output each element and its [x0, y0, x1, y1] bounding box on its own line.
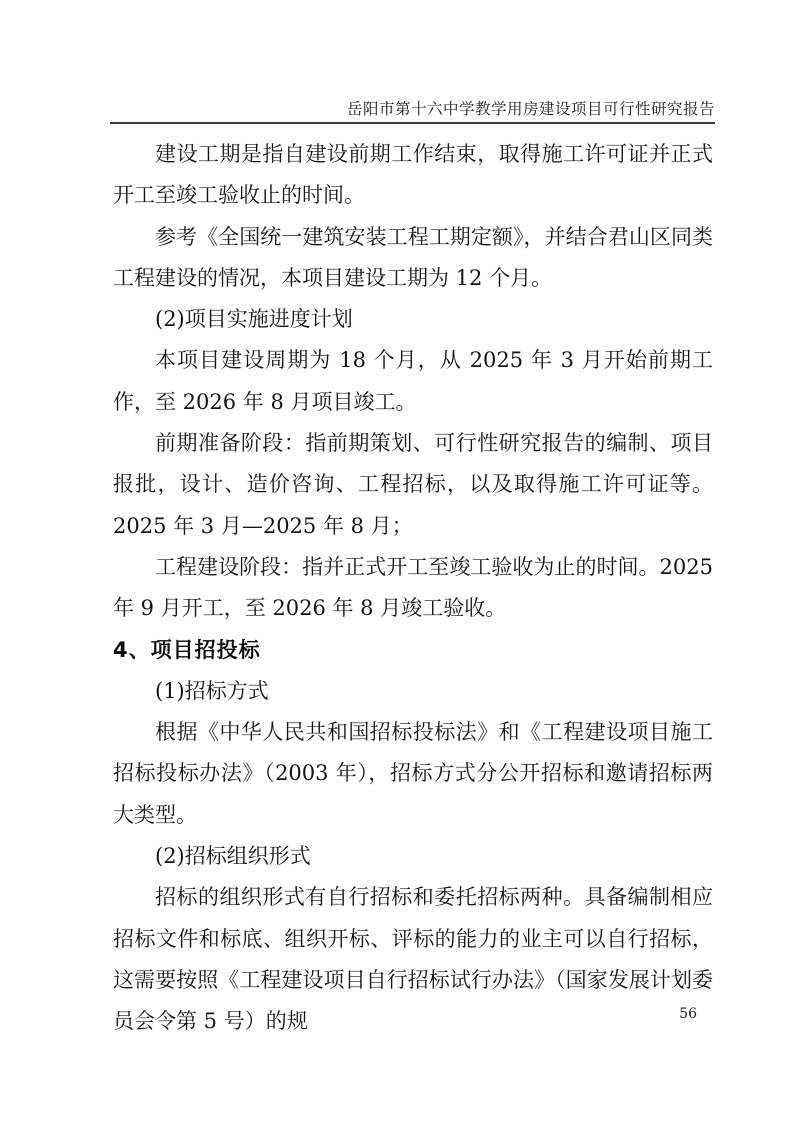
running-header	[110, 98, 715, 124]
subitem-2-implementation-schedule: (2)项目实施进度计划	[155, 307, 353, 332]
page-number: 56	[679, 1006, 697, 1022]
running-header-title: 岳阳市第十六中学教学用房建设项目可行性研究报告	[346, 100, 715, 118]
para-reference-quota: 参考《全国统一建筑安装工程工期定额》，并结合君山区同类工程建设的情况，本项目建设工期为 12 个月。	[113, 224, 713, 290]
para-bidding-law: 根据《中华人民共和国招标投标法》和《工程建设项目施工招标投标办法》（2003 年），招标方式分公开招标和邀请招标两大类型。	[113, 720, 713, 827]
subitem-1-bidding-method: (1)招标方式	[155, 678, 269, 703]
para-preparation-phase: 前期准备阶段：指前期策划、可行性研究报告的编制、项目报批，设计、造价咨询、工程招标，以及取得施工许可证等。2025 年 3 月—2025 年 8 月；	[113, 431, 713, 538]
para-construction-cycle: 本项目建设周期为 18 个月，从 2025 年 3 月开始前期工作，至 2026 年 8 月项目竣工。	[113, 348, 713, 414]
section-heading-4-bidding: 4、项目招投标	[113, 637, 261, 662]
subitem-2-bidding-organization: (2)招标组织形式	[155, 844, 311, 869]
para-bidding-organization-detail: 招标的组织形式有自行招标和委托招标两种。具备编制相应招标文件和标底、组织开标、评标的能力的业主可以自行招标，这需要按照《工程建设项目自行招标试行办法》（国家发展计划委员会令第 5 号）的规	[113, 885, 713, 1034]
document-body	[113, 134, 713, 1043]
para-construction-phase: 工程建设阶段：指并正式开工至竣工验收为止的时间。2025 年 9 月开工，至 2026 年 8 月竣工验收。	[113, 554, 713, 621]
para-construction-period-definition: 建设工期是指自建设前期工作结束，取得施工许可证并正式开工至竣工验收止的时间。	[113, 142, 713, 208]
